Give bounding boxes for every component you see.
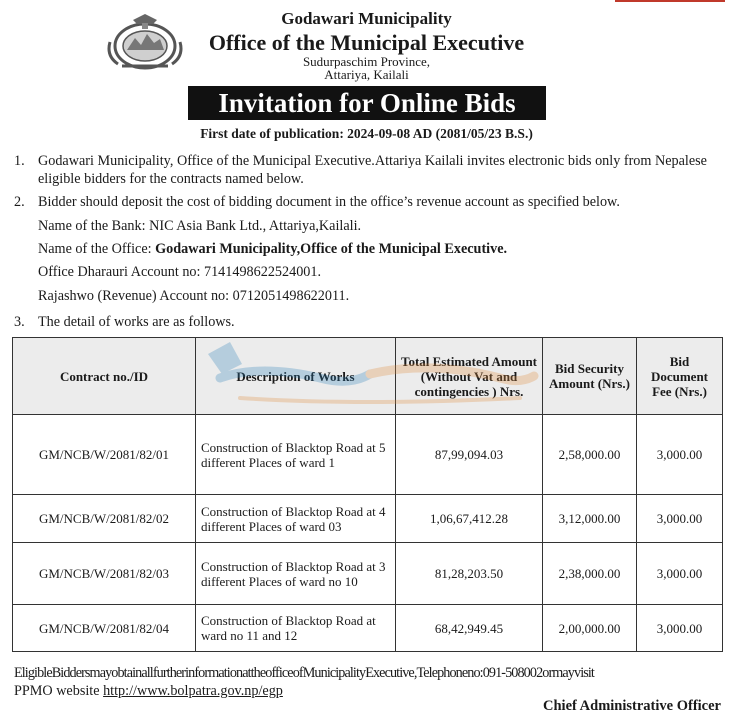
paragraph-number: 3. xyxy=(14,314,25,330)
rajashwo-account: Rajashwo (Revenue) Account no: 0712051498622011. xyxy=(38,288,350,304)
paragraph-1 xyxy=(14,152,726,188)
amount-cell: 87,99,094.03 xyxy=(396,415,543,495)
dharauri-account: Office Dharauri Account no: 7141498622524001. xyxy=(38,264,322,280)
amount-cell: 81,28,203.50 xyxy=(396,543,543,605)
paragraph-text: Bidder should deposit the cost of bidding document in the office’s revenue account as specified below. xyxy=(38,194,620,210)
header-description: Description of Works xyxy=(196,338,396,415)
header-contract-id: Contract no./ID xyxy=(13,338,196,415)
office-name-value: Godawari Municipality,Office of the Municipal Executive. xyxy=(155,241,508,257)
paragraph-text: Godawari Municipality, Office of the Municipal Executive.Attariya Kailali invites electronic bids only from Nepalese eligible bidders for the contracts named below. xyxy=(38,153,707,187)
footer-info-line: EligibleBiddersmayobtainallfurtherinformationattheofficeofMunicipalityExecutive,Telephoneno:091-508002ormayvisit xyxy=(14,665,594,681)
notice-banner: Invitation for Online Bids xyxy=(188,86,546,120)
office-account-name xyxy=(38,241,507,258)
signoff-title: Chief Administrative Officer xyxy=(543,698,721,714)
fee-cell: 3,000.00 xyxy=(637,543,723,605)
table-header-row xyxy=(13,338,723,415)
security-cell: 3,12,000.00 xyxy=(543,495,637,543)
security-cell: 2,38,000.00 xyxy=(543,543,637,605)
footer-website-prefix: PPMO website xyxy=(14,683,104,699)
paragraph-text: The detail of works are as follows. xyxy=(38,314,235,330)
bank-name: Name of the Bank: NIC Asia Bank Ltd., Attariya,Kailali. xyxy=(38,218,362,234)
security-cell: 2,00,000.00 xyxy=(543,605,637,652)
contract-id-cell: GM/NCB/W/2081/82/04 xyxy=(13,605,196,652)
description-cell: Construction of Blacktop Road at 4 different Places of ward 03 xyxy=(196,495,396,543)
header-total-amount: Total Estimated Amount (Without Vat and contingencies ) Nrs. xyxy=(396,338,543,415)
table-row xyxy=(13,415,723,495)
address-city: Attariya, Kailali xyxy=(324,67,409,82)
header-bid-security: Bid Security Amount (Nrs.) xyxy=(543,338,637,415)
contract-id-cell: GM/NCB/W/2081/82/01 xyxy=(13,415,196,495)
contract-id-cell: GM/NCB/W/2081/82/02 xyxy=(13,495,196,543)
office-name-prefix: Name of the Office: xyxy=(38,241,156,257)
fee-cell: 3,000.00 xyxy=(637,495,723,543)
table-row xyxy=(13,543,723,605)
fee-cell: 3,000.00 xyxy=(637,605,723,652)
description-cell: Construction of Blacktop Road at 5 different Places of ward 1 xyxy=(196,415,396,495)
amount-cell: 68,42,949.45 xyxy=(396,605,543,652)
security-cell: 2,58,000.00 xyxy=(543,415,637,495)
header-document-fee: Bid Document Fee (Nrs.) xyxy=(637,338,723,415)
paragraph-number: 2. xyxy=(14,194,25,210)
office-title: Office of the Municipal Executive xyxy=(208,30,525,55)
paragraph-2 xyxy=(14,193,726,211)
publication-date: First date of publication: 2024-09-08 AD (2081/05/23 B.S.) xyxy=(200,126,533,141)
table-row xyxy=(13,495,723,543)
address-province: Sudurpaschim Province, xyxy=(302,54,431,69)
paragraph-number: 1. xyxy=(14,153,25,169)
works-table xyxy=(12,337,723,652)
municipality-name: Godawari Municipality xyxy=(281,9,452,28)
description-cell: Construction of Blacktop Road at ward no 11 and 12 xyxy=(196,605,396,652)
paragraph-3 xyxy=(14,313,726,331)
footer-note xyxy=(14,664,726,700)
description-cell: Construction of Blacktop Road at 3 different Places of ward no 10 xyxy=(196,543,396,605)
top-accent-rule xyxy=(615,0,725,2)
amount-cell: 1,06,67,412.28 xyxy=(396,495,543,543)
table-row xyxy=(13,605,723,652)
fee-cell: 3,000.00 xyxy=(637,415,723,495)
ppmo-website-link[interactable]: http://www.bolpatra.gov.np/egp xyxy=(103,683,283,699)
contract-id-cell: GM/NCB/W/2081/82/03 xyxy=(13,543,196,605)
